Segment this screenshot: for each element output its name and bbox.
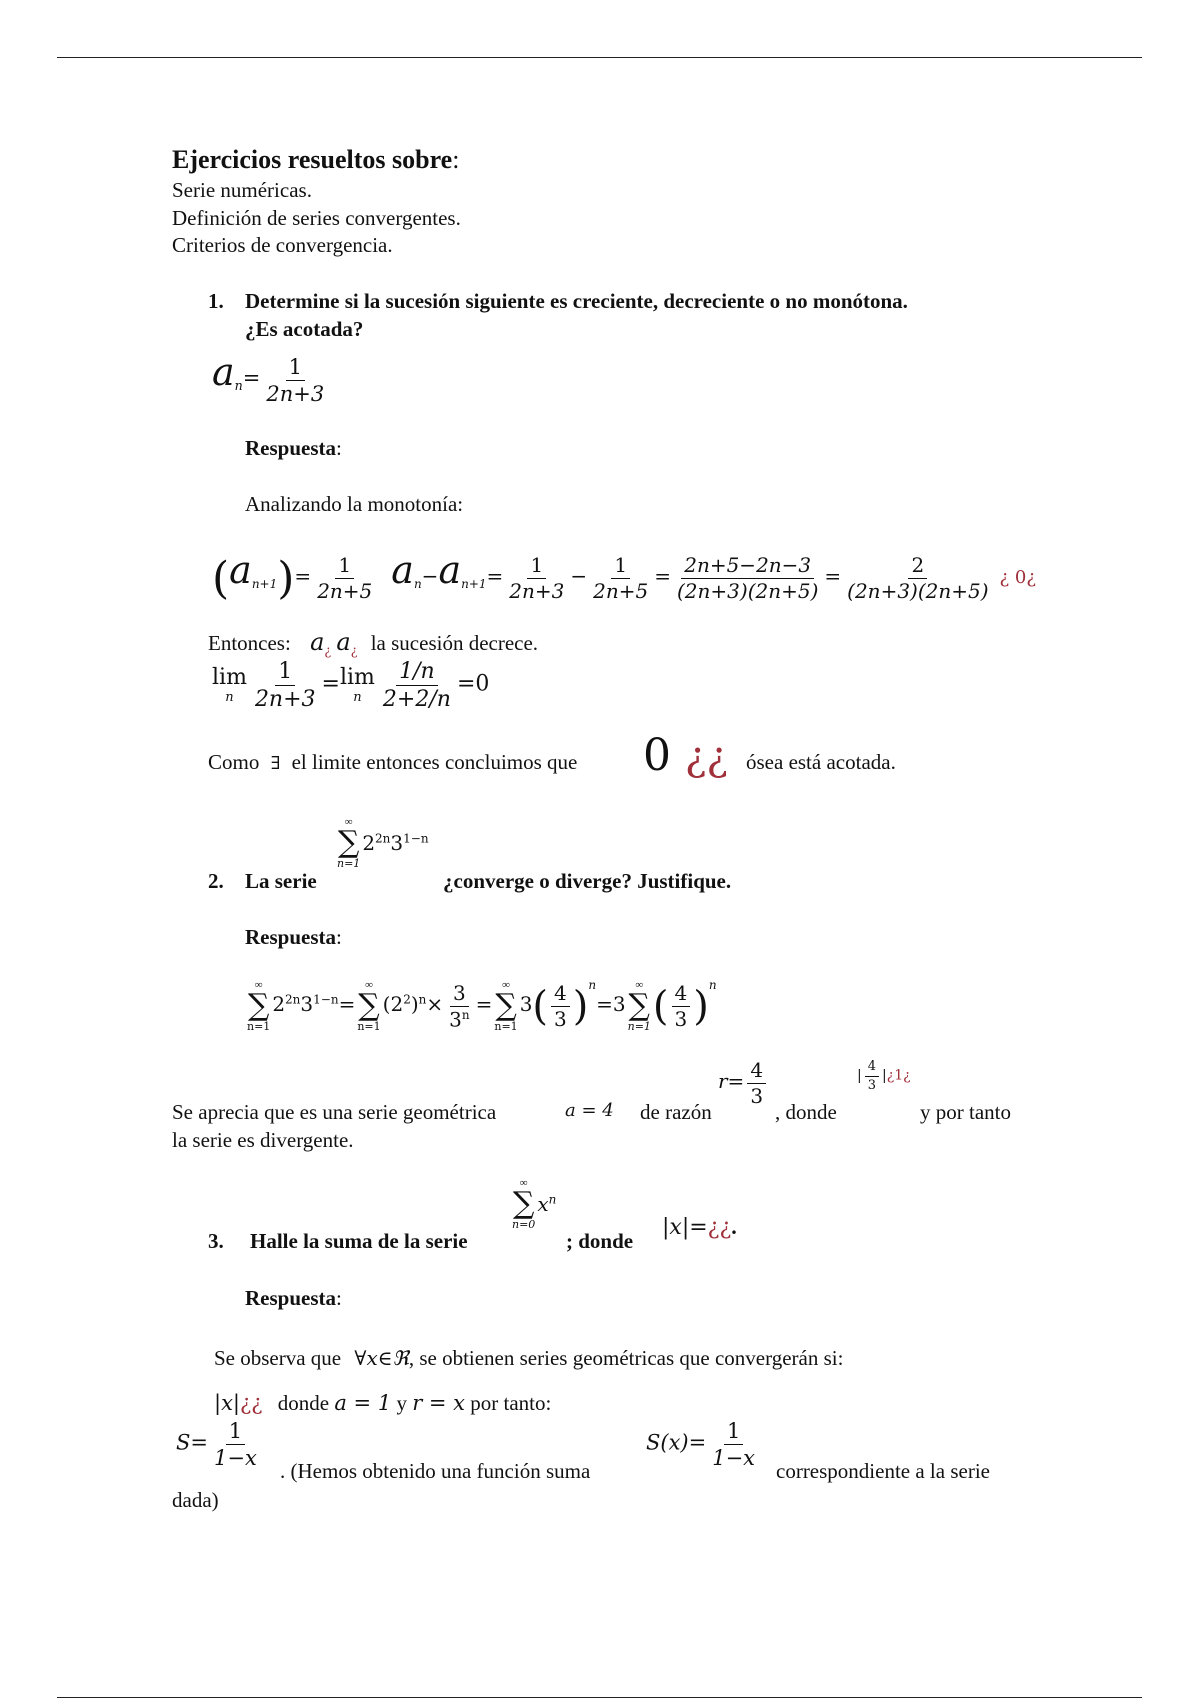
eq-frac2-den: 2n+3 [509, 578, 565, 603]
geometric-a-eq: a = 4 [565, 1100, 614, 1121]
then-line: Entonces: $a_¿$ $a_¿$ la sucesión decrece. [208, 628, 539, 659]
sum-lower: n=1 [357, 1020, 381, 1034]
eq-frac4-num: 2n+5−2n−3 [681, 555, 814, 579]
answer-label-text: Respuesta [245, 925, 337, 949]
sx-den: 1−x [712, 1446, 756, 1471]
s-den: 1−x [213, 1446, 257, 1471]
cond-abs: |x| [214, 1391, 240, 1415]
answer-colon: : [336, 925, 342, 949]
lim-fraction [380, 660, 454, 711]
def-a: a [212, 350, 235, 394]
geo-frac-den: 3 [449, 1007, 462, 1032]
observe-line [214, 1346, 843, 1371]
cond-glyphs: ¿¿ [240, 1391, 263, 1415]
lim1-den: 2n+3 [254, 687, 316, 713]
como-text: el limite entonces concluimos que [291, 750, 578, 774]
eq-frac1-den: 2n+5 [317, 578, 373, 603]
sum-upper: ∞ [254, 979, 263, 992]
lim-word: lim [212, 665, 247, 691]
answer-colon: : [336, 1286, 342, 1310]
top-rule [57, 57, 1142, 58]
eq-frac1-num: 1 [335, 555, 354, 579]
abs-den: 3 [867, 1077, 876, 1093]
eq-fraction [506, 552, 567, 603]
abs-glyphs: ¿¿ [707, 1215, 732, 1240]
sx-label: S(x)= [646, 1430, 707, 1455]
abs-tail: ¿1¿ [886, 1067, 911, 1084]
corresp-text: correspondiente a la serie [776, 1459, 990, 1483]
exercise-1-question-line2: ¿Es acotada? [245, 317, 364, 341]
function-formula [646, 1420, 761, 1469]
eq-fraction [674, 552, 821, 603]
sum-lower: n=1 [247, 1020, 271, 1034]
bounded-text: ósea está acotada. [746, 750, 896, 774]
r-num: 4 [747, 1060, 766, 1084]
s-num: 1 [226, 1420, 245, 1445]
geo-frac-num: 3 [450, 983, 469, 1007]
hemos-text: . (Hemos obtenido una función suma [280, 1459, 591, 1483]
geo-coef: 3 [612, 992, 626, 1016]
ratio-r [718, 1060, 769, 1107]
title-text: Ejercicios resueltos sobre [172, 145, 453, 174]
geometric-text-b: de razón [640, 1100, 712, 1124]
como-word: Como [208, 750, 260, 774]
exercise-1-question-line1: Determine si la sucesión siguiente es creciente, decreciente o no monótona. [245, 289, 908, 313]
def-sub: n [234, 378, 243, 394]
sum-upper: ∞ [365, 979, 373, 992]
sum-formula [176, 1420, 263, 1469]
ratio-fraction [672, 980, 691, 1031]
dada-text: dada) [172, 1488, 219, 1512]
topic-item: Definición de series convergentes. [172, 206, 461, 230]
donde-text: donde [277, 1391, 330, 1415]
lim2-num: 1/n [396, 660, 438, 686]
lim-fraction [252, 660, 319, 711]
eq-frac4-den: (2n+3)(2n+5) [677, 578, 819, 603]
then-label: Entonces: [208, 631, 291, 655]
por-tanto: por tanto: [470, 1391, 552, 1415]
monotonicity-equation: $(a_{n+1})=$ $\frac{1}{2n+5}$ $a_n-a_{n+1}=$ $\frac{1}{2n+3}$ − $\frac{1}{2n+5}$ = $\frac{2n+5-2n-3}{(2n+3)(2n+5)}$ = $\frac{2}{(2n+3)(2n+5)}$ ¿ 0¿ [212, 548, 1037, 604]
abs-num: 4 [865, 1060, 879, 1077]
observe-text: Se observa que [214, 1346, 342, 1370]
geometric-text-e: la serie es divergente. [172, 1128, 354, 1152]
eq-frac2-num: 1 [527, 555, 546, 579]
sum-upper: ∞ [635, 979, 644, 992]
bottom-rule [57, 1697, 1142, 1698]
answer-label-2 [245, 925, 342, 950]
geometric-text-d: y por tanto [920, 1100, 1011, 1124]
big-zero: 0 [643, 730, 671, 781]
ratio-num: 4 [672, 983, 691, 1007]
ratio-den: 3 [674, 1006, 688, 1031]
lim1-num: 1 [275, 660, 295, 686]
geometric-text-a: Se aprecia que es una serie geométrica [172, 1100, 497, 1124]
eq-fraction [314, 552, 375, 603]
exercise-3-number: 3. [208, 1229, 224, 1253]
answer-label-text: Respuesta [245, 1286, 337, 1310]
s-label: S= [176, 1430, 208, 1455]
answer-colon: : [336, 436, 342, 460]
eq-frac5-den: (2n+3)(2n+5) [847, 578, 989, 603]
exercise-3-label: Halle la suma de la serie [250, 1229, 468, 1253]
abs-expr: |x|= [662, 1215, 708, 1240]
geo-fraction: $\frac{3}{3^n}$ [449, 980, 470, 1032]
topic-item: Criterios de convergencia. [172, 233, 393, 257]
exercise-2-series: ∞ ∑ n=1 $2^{2n}3^{1-n}$ [337, 816, 429, 870]
def-fraction [263, 356, 327, 405]
geometric-series-equation: ∞ ∑ n=1 $2^{2n}3^{1-n}=$ ∞ ∑ n=1 $(2^2)^n\times$ $\frac{3}{3^n}$ = ∞ ∑ n=1 3( $\frac{4}{3}$ )$^n$=3 ∞ ∑ n=1 ( $\frac{4}{3}$ )$^n$ [247, 978, 717, 1034]
eq-fraction [844, 552, 991, 603]
sum-lower: n=1 [494, 1020, 518, 1034]
then-text: la sucesión decrece. [370, 631, 539, 655]
r-eq: r = x [412, 1391, 466, 1415]
title-colon: : [452, 145, 460, 174]
sum-upper: ∞ [502, 979, 510, 992]
series-term: x [537, 1192, 549, 1216]
answer-label-1 [245, 436, 342, 461]
exists-symbol: ∃ [270, 753, 281, 774]
bounded-line [208, 750, 577, 775]
limit-equation: lim n $\frac{1}{2n+3}$ = lim n $\frac{1/n}{2+2/n}$ =0 [212, 659, 490, 713]
ratio-num: 4 [551, 983, 570, 1007]
eq-frac3-den: 2n+5 [593, 578, 649, 603]
sum-lower: n=1 [627, 1020, 651, 1034]
big-glyphs: ¿¿ [685, 734, 728, 780]
document-title [172, 145, 459, 175]
lim-result: =0 [456, 671, 490, 697]
then-glyph-2: ¿ [350, 643, 358, 659]
condition-line [214, 1391, 551, 1416]
def-num: 1 [286, 356, 305, 381]
exercise-2-number: 2. [208, 869, 224, 893]
answer-label-3 [245, 1286, 342, 1311]
exercise-3-donde: ; donde [566, 1229, 634, 1253]
exercise-1-number: 1. [208, 289, 224, 313]
period: . [731, 1214, 737, 1239]
sum-lower: n=0 [512, 1218, 536, 1231]
topic-item: Serie numéricas. [172, 178, 312, 202]
lim-sub: n [353, 689, 362, 705]
exercise-2-label: La serie [245, 869, 317, 893]
exercise-3-condition [662, 1214, 737, 1240]
eq-fraction [590, 552, 651, 603]
geometric-text-c: , donde [775, 1100, 837, 1124]
lim2-den: 2+2/n [382, 687, 451, 713]
y-text: y [396, 1391, 407, 1415]
def-den: 2n+3 [266, 381, 325, 406]
r-label: r= [718, 1069, 745, 1094]
ratio-abs: | $\frac{4}{3}$ |¿1¿ [857, 1059, 911, 1093]
observe-rest: , se obtienen series geométricas que convergerán si: [408, 1346, 844, 1370]
series-term: 2 [362, 831, 376, 855]
eq-frac3-num: 1 [611, 555, 630, 579]
then-glyph-1: ¿ [324, 643, 332, 659]
eq-tail: ¿ 0¿ [999, 567, 1037, 588]
forall-expr: ∀x∈ℜ [354, 1346, 409, 1370]
eq-frac5-num: 2 [908, 555, 927, 579]
sequence-definition: $a_n=$ $\frac{1}{2n+3}$ [212, 350, 330, 405]
a-eq: a = 1 [334, 1391, 392, 1415]
ratio-den: 3 [554, 1006, 567, 1031]
exercise-3-series: ∞ ∑ n=0 $x^n$ [512, 1177, 557, 1231]
geo-coef: 3 [519, 992, 533, 1016]
sum-upper: ∞ [344, 816, 353, 828]
sum-upper: ∞ [519, 1177, 528, 1189]
r-den: 3 [750, 1084, 764, 1108]
bounded-symbol [643, 730, 728, 781]
analysis-text: Analizando la monotonía: [245, 492, 464, 516]
sum-lower: n=1 [337, 857, 361, 870]
ratio-fraction [551, 980, 570, 1031]
lim-word: lim [339, 665, 375, 691]
sx-num: 1 [724, 1420, 743, 1445]
lim-sub: n [225, 689, 234, 705]
exercise-2-question: ¿converge o diverge? Justifique. [443, 869, 732, 893]
answer-label-text: Respuesta [245, 436, 337, 460]
